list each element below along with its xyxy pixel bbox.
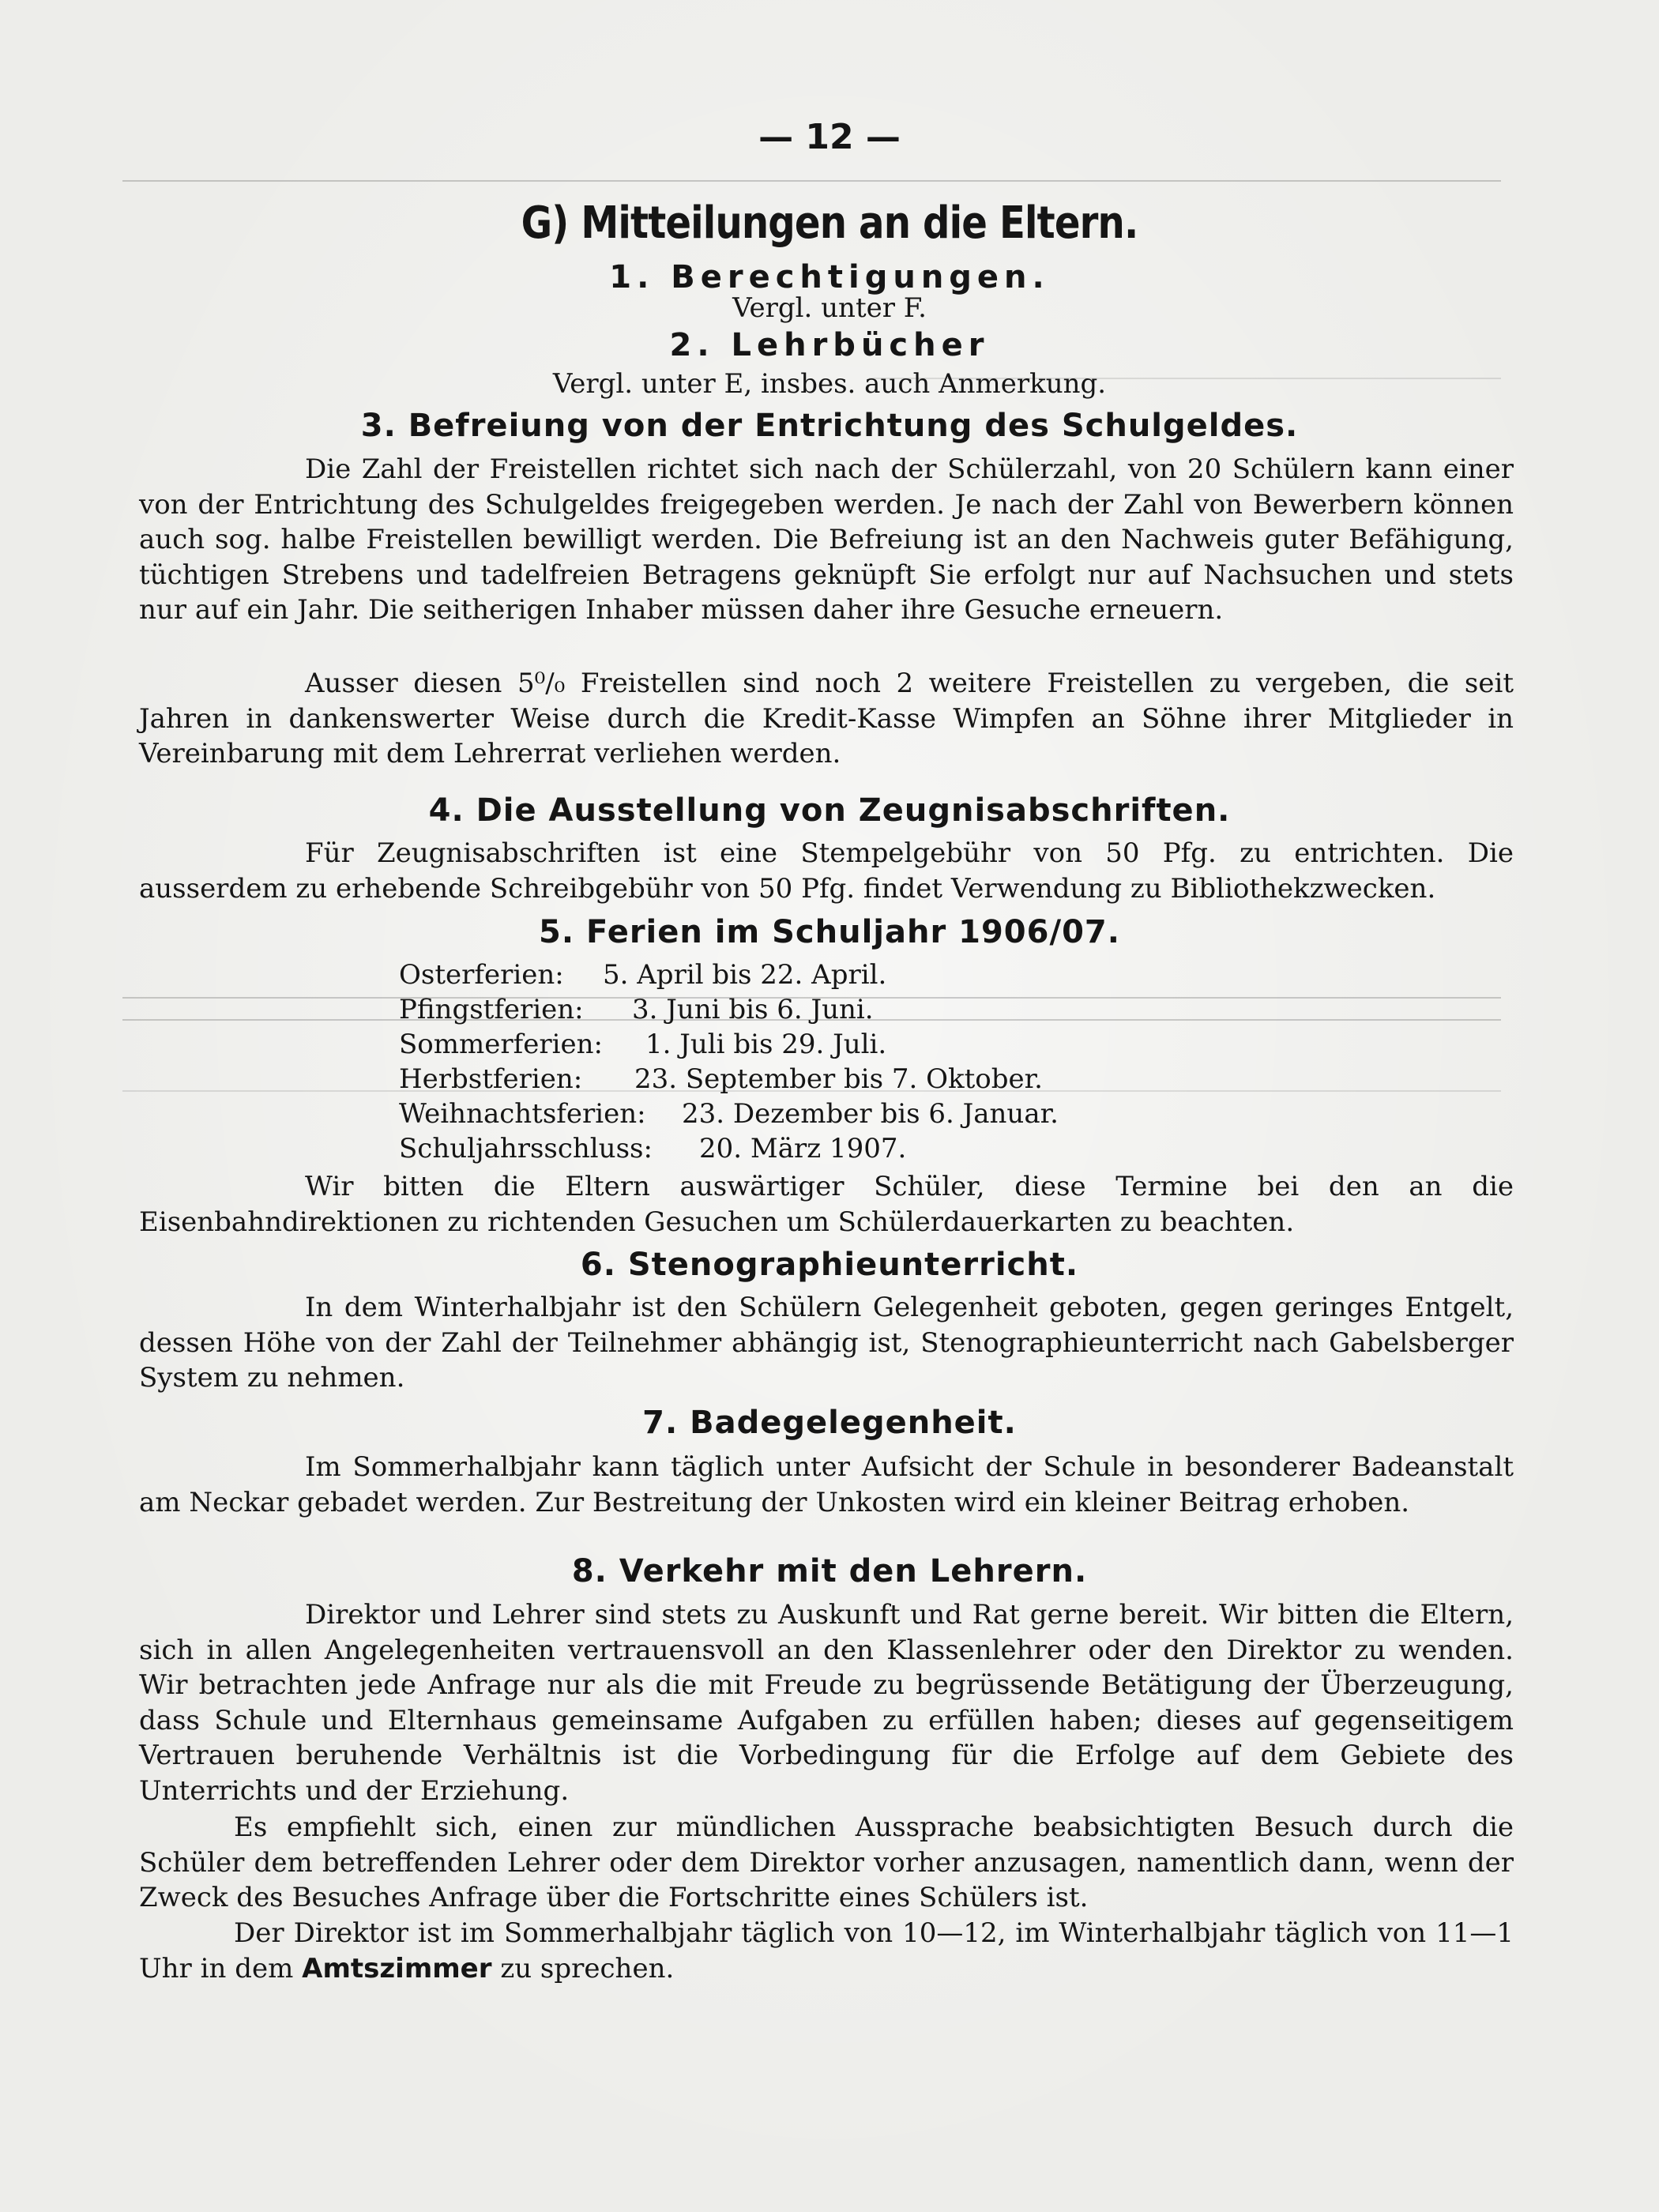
ferien-dates: 5. April bis 22. April. xyxy=(603,959,887,991)
ferien-row xyxy=(399,957,1189,992)
section-heading-lehrbuecher: 2. Lehrbücher xyxy=(669,327,990,363)
paragraph-befreiung-2: Ausser diesen 5⁰/₀ Freistellen sind noch 2 weitere Freistellen zu vergeben, die seit Jahren in dankenswerter Weise durch die Kredit-Kasse Wimpfen an Söhne ihrer Mitglieder in Vereinbarung mit dem Lehrerrat verliehen werden. xyxy=(139,668,1514,769)
paragraph-sprechzeiten xyxy=(139,1916,1514,1986)
paragraph-ferien-hinweis: Wir bitten die Eltern auswärtiger Schüler, diese Termine bei den an die Eisenbahndirektionen zu richtenden Gesuchen um Schülerdauerkarten zu beachten. xyxy=(139,1171,1514,1238)
section-heading-befreiung: 3. Befreiung von der Entrichtung des Schulgeldes. xyxy=(360,408,1299,444)
section-text-lehrbuecher: Vergl. unter E, insbes. auch Anmerkung. xyxy=(552,368,1107,400)
section-heading-zeugnisabschriften: 4. Die Ausstellung von Zeugnisabschriften. xyxy=(428,792,1231,829)
sprechzeiten-end: zu sprechen. xyxy=(500,1952,675,1984)
paragraph-befreiung-1: Die Zahl der Freistellen richtet sich nach der Schülerzahl, von 20 Schülern kann einer von der Entrichtung des Schulgeldes freigegeben werden. Je nach der Zahl von Bewerbern können auch sog. halbe Freistellen bewilligt werden. Die Befreiung ist an den Nachweis guter Befähigung, tüchtigen Strebens und tadelfreien Betragens geknüpft Sie erfolgt nur auf Nachsuchen und stets nur auf ein Jahr. Die seitherigen Inhaber müssen daher ihre Gesuche erneuern. xyxy=(139,453,1514,626)
sprechzeiten-text: Der Direktor ist im Sommerhalbjahr täglich von 10—12, im Winterhalbjahr täglich von 11—1 Uhr in dem xyxy=(139,1917,1514,1984)
ferien-dates: 23. September bis 7. Oktober. xyxy=(634,1063,1043,1095)
ferien-label: Schuljahrsschluss: xyxy=(399,1133,653,1164)
section-heading-berechtigungen: 1. Berechtigungen. xyxy=(609,259,1050,295)
page-title: G) Mitteilungen an die Eltern. xyxy=(521,198,1138,249)
paragraph-zeugnisabschriften: Für Zeugnisabschriften ist eine Stempelgebühr von 50 Pfg. zu entrichten. Die ausserdem zu erhebende Schreibgebühr von 50 Pfg. findet Verwendung zu Bibliothekzwecken. xyxy=(139,837,1514,905)
ferien-label: Weihnachtsferien: xyxy=(399,1098,646,1130)
paragraph-verkehr-2: Es empfiehlt sich, einen zur mündlichen Aussprache beabsichtigten Besuch durch die Schüler dem betreffenden Lehrer oder dem Direktor vorher anzusagen, namentlich dann, wenn der Zweck des Besuches Anfrage über die Fortschritte eines Schülers ist. xyxy=(139,1811,1514,1913)
page-number: — 12 — xyxy=(758,117,901,157)
ferien-dates: 20. März 1907. xyxy=(699,1133,907,1164)
paragraph-badegelegenheit: Im Sommerhalbjahr kann täglich unter Aufsicht der Schule in besonderer Badeanstalt am Neckar gebadet werden. Zur Bestreitung der Unkosten wird ein kleiner Beitrag erhoben. xyxy=(139,1451,1514,1518)
section-heading-ferien: 5. Ferien im Schuljahr 1906/07. xyxy=(539,914,1120,950)
ferien-row xyxy=(399,1027,1189,1062)
section-heading-verkehr: 8. Verkehr mit den Lehrern. xyxy=(571,1553,1088,1589)
ferien-label: Herbstferien: xyxy=(399,1063,583,1095)
ferien-row xyxy=(399,1062,1189,1097)
section-heading-badegelegenheit: 7. Badegelegenheit. xyxy=(642,1405,1017,1441)
ferien-label: Sommerferien: xyxy=(399,1029,603,1060)
amtszimmer-text: Amtszimmer xyxy=(302,1952,492,1984)
ferien-list xyxy=(399,957,1189,1166)
ferien-dates: 3. Juni bis 6. Juni. xyxy=(632,994,874,1025)
ferien-label: Osterferien: xyxy=(399,959,564,991)
bleed-through-rule xyxy=(122,180,1501,182)
section-heading-stenographie: 6. Stenographieunterricht. xyxy=(580,1247,1079,1283)
paragraph-verkehr-1: Direktor und Lehrer sind stets zu Auskunft und Rat gerne bereit. Wir bitten die Eltern, sich in allen Angelegenheiten vertrauensvoll an den Klassenlehrer oder den Direktor zu wenden. Wir betrachten jede Anfrage nur als die mit Freude zu begrüssende Betätigung der Überzeugung, dass Schule und Elternhaus gemeinsame Aufgaben zu erfüllen haben; dieses auf gegenseitigem Vertrauen beruhende Verhältnis ist die Vorbedingung für die Erfolge auf dem Gebiete des Unterrichts und der Erziehung. xyxy=(139,1599,1514,1807)
ferien-row xyxy=(399,1097,1189,1131)
ferien-label: Pfingstferien: xyxy=(399,994,584,1025)
ferien-row xyxy=(399,1131,1189,1166)
section-text-berechtigungen: Vergl. unter F. xyxy=(732,292,927,324)
paragraph-stenographie: In dem Winterhalbjahr ist den Schülern Gelegenheit geboten, gegen geringes Entgelt, dessen Höhe von der Zahl der Teilnehmer abhängig ist, Stenographieunterricht nach Gabelsberger System zu nehmen. xyxy=(139,1292,1514,1394)
ferien-dates: 23. Dezember bis 6. Januar. xyxy=(682,1098,1059,1130)
ferien-dates: 1. Juli bis 29. Juli. xyxy=(645,1029,887,1060)
ferien-row xyxy=(399,992,1189,1027)
